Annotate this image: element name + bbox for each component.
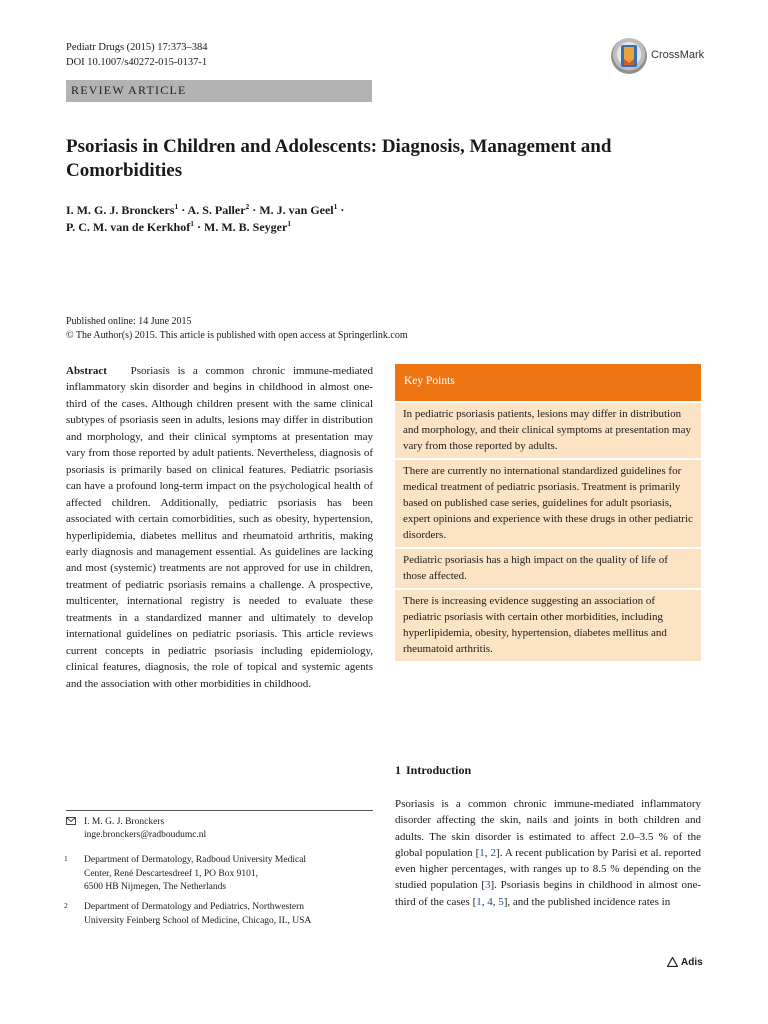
- article-type-bar: [66, 80, 372, 102]
- doi-line: DOI 10.1007/s40272-015-0137-1: [66, 57, 208, 68]
- key-point: There are currently no international standardized guidelines for medical treatment of pediatric psoriasis. Treatment is primarily based on published case series, guidelines for adult psoriasis, expert opinions and experience with these drugs in other pediatric disorders.: [395, 460, 701, 547]
- citation-link[interactable]: 1: [479, 846, 485, 859]
- introduction-text: Psoriasis is a common chronic immune-mediated inflammatory disorder affecting the skin, nails and joints in both children and adults. The skin disorder is estimated to affect 2.0–3.5 % of the global population [1, 2]. A recent publication by Parisi et al. reported even higher percentages, with ranges up to 8.5 % depending on the studied population [3]. Psoriasis begins in childhood in almost one-third of the cases [1, 4, 5], and the published incidence rates in: [395, 798, 701, 908]
- author-affiliation-mark: 1: [174, 202, 179, 211]
- affiliation-line: 6500 HB Nijmegen, The Netherlands: [84, 882, 227, 892]
- article-title: Psoriasis in Children and Adolescents: Diagnosis, Management and Comorbidities: [66, 136, 612, 181]
- citation-link[interactable]: 2: [490, 846, 497, 859]
- key-point: There is increasing evidence suggesting an association of pediatric psoriasis with certain other morbidities, including hyperlipidemia, obesity, hypertension, diabetes mellitus and rheumatoid arthritis.: [395, 590, 701, 661]
- author-affiliation-mark: 1: [190, 219, 194, 228]
- crossmark-icon: [611, 38, 647, 74]
- crossmark-label: CrossMark: [651, 49, 705, 61]
- author-name: M. M. B. Seyger: [204, 220, 288, 234]
- key-points-header: [395, 364, 701, 401]
- affiliation-line: Center, René Descartesdreef 1, PO Box 9101,: [84, 868, 259, 879]
- author-affiliation-mark: 1: [287, 219, 292, 228]
- section-heading-introduction: 1 Introduction: [395, 763, 472, 777]
- affiliation: [64, 854, 374, 895]
- abstract-label: Abstract: [66, 365, 107, 377]
- adis-triangle-icon: [667, 957, 678, 967]
- author-name: P. C. M. van de Kerkhof: [66, 220, 191, 234]
- published-date: Published online: 14 June 2015: [66, 316, 192, 327]
- author-name: M. J. van Geel: [259, 203, 334, 217]
- key-point: Pediatric psoriasis has a high impact on the quality of life of those affected.: [395, 549, 701, 588]
- corresponding-author-email[interactable]: inge.bronckers@radboudumc.nl: [84, 830, 207, 840]
- affiliation-line: Department of Dermatology, Radboud University Medical: [84, 855, 307, 865]
- corresponding-author-name: I. M. G. J. Bronckers: [84, 817, 165, 827]
- affiliation-number: 1: [64, 854, 68, 863]
- author-name: I. M. G. J. Bronckers: [66, 203, 175, 217]
- citation-link[interactable]: 4: [487, 895, 493, 908]
- abstract: [66, 363, 373, 692]
- abstract-text: Psoriasis is a common chronic immune-mediated inflammatory skin disorder and begins in childhood in almost one-third of the cases. Although children present with the same clinical subtypes of psoriasis seen in adults, lesions may differ in distribution and morphology, and their clinical symptoms at presentation may vary from those reported by adult patients. Nevertheless, diagnosis of psoriasis is primarily based on clinical features. Pediatric psoriasis can have a profound long-term impact on the psychological health of affected children. Additionally, pediatric psoriasis has been associated with certain comorbidities, such as obesity, hypertension, hyperlipidemia, diabetes mellitus and rheumatoid arthritis, making early diagnosis and management essential. As guidelines are lacking and most (systemic) treatments are not approved for use in children, treatment of pediatric psoriasis remains a challenge. A prospective, multicenter, international registry is needed to evaluate these treatments in a standardized manner and ultimately to develop international guidelines on pediatric psoriasis. This article reviews current concepts in pediatric psoriasis including epidemiology, clinical features, diagnosis, the role of topical and systemic agents and the association with other morbidities in childhood.: [66, 365, 373, 690]
- author-affiliation-mark: 1: [333, 202, 338, 211]
- article-type-label: REVIEW ARTICLE: [71, 83, 187, 97]
- author-affiliation-mark: 2: [245, 202, 250, 211]
- journal-citation: [66, 40, 207, 70]
- copyright-line: © The Author(s) 2015. This article is published with open access at Springerlink.com: [66, 330, 408, 341]
- crossmark-badge[interactable]: [611, 38, 721, 76]
- journal-line: Pediatr Drugs (2015) 17:373–384: [66, 42, 208, 53]
- envelope-icon: [66, 817, 76, 825]
- key-points-heading: Key Points: [404, 375, 455, 387]
- author-name: A. S. Paller: [187, 203, 246, 217]
- key-points-box: [395, 364, 701, 661]
- affiliation: [64, 901, 374, 928]
- affiliation-line: Department of Dermatology and Pediatrics, Northwestern: [84, 902, 305, 912]
- publication-info: [66, 315, 486, 343]
- affiliation-line: University Feinberg School of Medicine, Chicago, IL, USA: [84, 915, 312, 926]
- publisher-name: Adis: [681, 957, 703, 968]
- citation-link[interactable]: 5: [498, 895, 504, 908]
- publisher-logo: [667, 957, 703, 968]
- citation-link[interactable]: 3: [485, 879, 491, 892]
- author-list: I. M. G. J. Bronckers$^1$ · A. S. Paller$^2$ · M. J. van Geel$^1$ · P. C. M. van de Kerkhof$^1$ · M. M. B. Seyger$^1$: [66, 202, 345, 234]
- citation-link[interactable]: 1: [476, 895, 482, 908]
- footnote-divider: [66, 810, 373, 811]
- affiliation-number: 2: [64, 901, 68, 910]
- key-point: In pediatric psoriasis patients, lesions may differ in distribution and morphology, and their clinical symptoms at presentation may vary from those reported by adults.: [395, 403, 701, 458]
